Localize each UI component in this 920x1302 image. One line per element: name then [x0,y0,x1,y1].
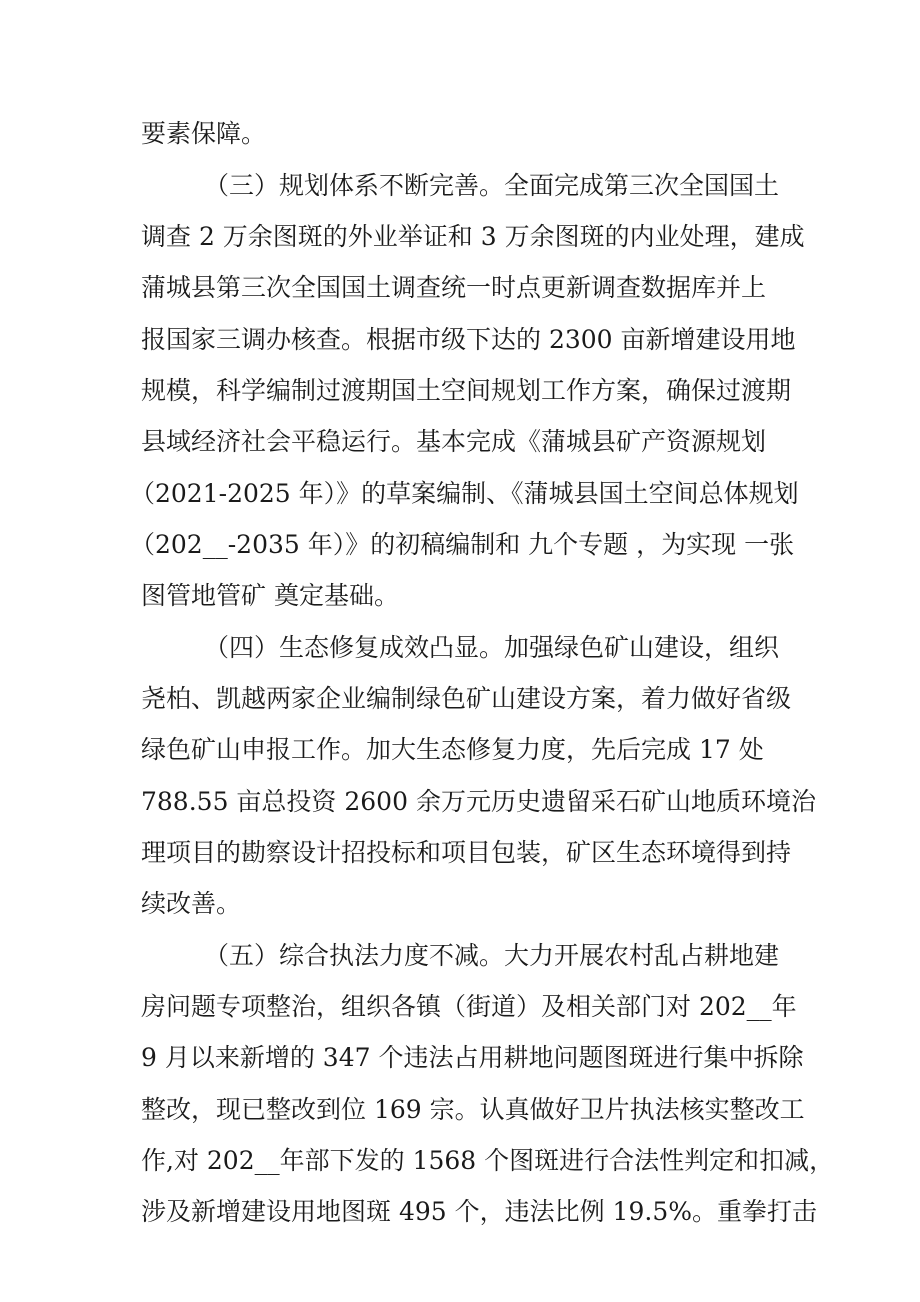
text-line: 蒲城县第三次全国国土调查统一时点更新调查数据库并上 [141,273,767,302]
text-line: 调查 2 万余图斑的外业举证和 3 万余图斑的内业处理，建成 [141,222,805,251]
text-line: 要素保障。 [141,119,267,148]
text-line: 理项目的勘察设计招投标和项目包装，矿区生态环境得到持 [141,838,792,867]
section-heading-line: （四）生态修复成效凸显。加强绿色矿山建设，组织 [204,633,780,662]
section-heading-line: （三）规划体系不断完善。全面完成第三次全国国土 [204,171,780,200]
text-line: （2021-2025 年）》的草案编制、《蒲城县国土空间总体规划 [130,479,799,508]
section-heading-line: （五）综合执法力度不减。大力开展农村乱占耕地建 [204,941,780,970]
text-line: 整改，现已整改到位 169 宗。认真做好卫片执法核实整改工 [141,1095,805,1124]
text-line: 绿色矿山申报工作。加大生态修复力度，先后完成 17 处 [141,735,764,764]
text-line: 作,对 202__年部下发的 1568 个图斑进行合法性判定和扣减， [141,1146,835,1175]
text-line: 788.55 亩总投资 2600 余万元历史遗留采石矿山地质环境治 [141,787,816,816]
text-line: 报国家三调办核查。根据市级下达的 2300 亩新增建设用地 [141,325,796,354]
text-line: （202__-2035 年）》的初稿编制和 九个专题 ，为实现 一张 [130,530,795,559]
text-line: 尧柏、凯越两家企业编制绿色矿山建设方案，着力做好省级 [141,684,792,713]
text-line: 9 月以来新增的 347 个违法占用耕地问题图斑进行集中拆除 [141,1043,804,1072]
text-line: 涉及新增建设用地图斑 495 个，违法比例 19.5%。重拳打击 [141,1197,817,1226]
text-line: 续改善。 [141,889,242,918]
text-line: 县域经济社会平稳运行。基本完成《蒲城县矿产资源规划 [141,427,767,456]
text-line: 规模，科学编制过渡期国土空间规划工作方案，确保过渡期 [141,376,792,405]
text-line: 图管地管矿 奠定基础。 [141,581,399,610]
text-line: 房问题专项整治，组织各镇（街道）及相关部门对 202__年 [141,992,797,1021]
